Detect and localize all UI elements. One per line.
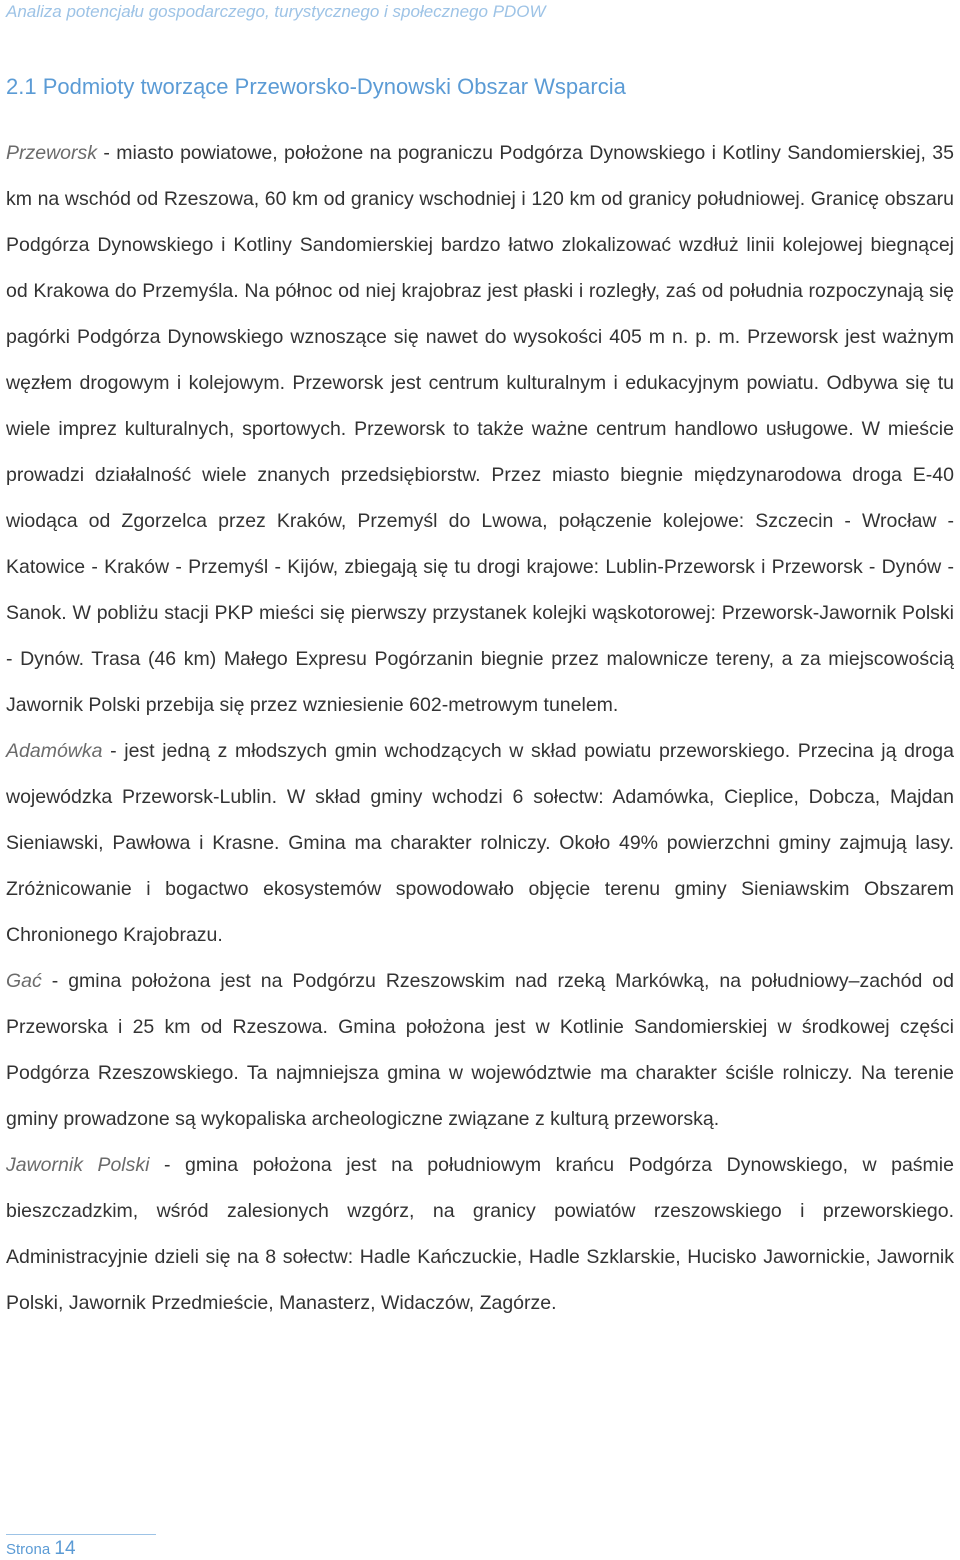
place-name: Adamówka (6, 740, 103, 762)
document-body (6, 130, 954, 1326)
place-name: Gać (6, 970, 42, 992)
paragraph-jawornik-polski (6, 1142, 954, 1326)
page-number: 14 (54, 1538, 76, 1559)
page-footer (6, 1538, 76, 1560)
paragraph-gac (6, 958, 954, 1142)
section-heading: 2.1 Podmioty tworzące Przeworsko-Dynowski Obszar Wsparcia (6, 74, 626, 99)
place-name: Przeworsk (6, 142, 98, 164)
paragraph-text: - miasto powiatowe, położone na pograniczu Podgórza Dynowskiego i Kotliny Sandomierskiej, 35 km na wschód od Rzeszowa, 60 km od granicy wschodniej i 120 km od granicy południowej. Granicę obszaru Podgórza Dynowskiego i Kotliny Sandomierskiej bardzo łatwo zlokalizować wzdłuż linii kolejowej biegnącej od Krakowa do Przemyśla. Na północ od niej krajobraz jest płaski i rozległy, zaś od południa rozpoczynają się pagórki Podgórza Dynowskiego wznoszące się nawet do wysokości 405 m n. p. m. Przeworsk jest ważnym węzłem drogowym i kolejowym. Przeworsk jest centrum kulturalnym i edukacyjnym powiatu. Odbywa się tu wiele imprez kulturalnych, sportowych. Przeworsk to także ważne centrum handlowo usługowe. W mieście prowadzi działalność wiele znanych przedsiębiorstw. Przez miasto biegnie międzynarodowa droga E-40 wiodąca od Zgorzelca przez Kraków, Przemyśl do Lwowa, połączenie kolejowe: Szczecin - Wrocław - Katowice - Kraków - Przemyśl - Kijów, zbiegają się tu drogi krajowe: Lublin-Przeworsk i Przeworsk - Dynów - Sanok. W pobliżu stacji PKP mieści się pierwszy przystanek kolejki wąskotorowej: Przeworsk-Jawornik Polski - Dynów. Trasa (46 km) Małego Expresu Pogórzanin biegnie przez malownicze tereny, a za miejscowością Jawornik Polski przebija się przez wzniesienie 602-metrowym tunelem. (6, 142, 954, 716)
footer-divider (6, 1534, 156, 1535)
paragraph-text: - gmina położona jest na południowym krańcu Podgórza Dynowskiego, w paśmie bieszczadzkim, wśród zalesionych wzgórz, na granicy powiatów rzeszowskiego i przeworskiego. Administracyjnie dzieli się na 8 sołectw: Hadle Kańczuckie, Hadle Szklarskie, Hucisko Jawornickie, Jawornik Polski, Jawornik Przedmieście, Manasterz, Widaczów, Zagórze. (6, 1154, 954, 1314)
paragraph-adamowka (6, 728, 954, 958)
place-name: Jawornik Polski (6, 1154, 150, 1176)
paragraph-text: - jest jedną z młodszych gmin wchodzących w skład powiatu przeworskiego. Przecina ją droga wojewódzka Przeworsk-Lublin. W skład gminy wchodzi 6 sołectw: Adamówka, Cieplice, Dobcza, Majdan Sieniawski, Pawłowa i Krasne. Gmina ma charakter rolniczy. Około 49% powierzchni gminy zajmują lasy. Zróżnicowanie i bogactwo ekosystemów spowodowało objęcie terenu gminy Sieniawskim Obszarem Chronionego Krajobrazu. (6, 740, 954, 946)
paragraph-przeworsk (6, 130, 954, 728)
running-header: Analiza potencjału gospodarczego, turystycznego i społecznego PDOW (6, 2, 546, 21)
paragraph-text: - gmina położona jest na Podgórzu Rzeszowskim nad rzeką Markówką, na południowy–zachód od Przeworska i 25 km od Rzeszowa. Gmina położona jest w Kotlinie Sandomierskiej w środkowej części Podgórza Rzeszowskiego. Ta najmniejsza gmina w województwie ma charakter ściśle rolniczy. Na terenie gminy prowadzone są wykopaliska archeologiczne związane z kulturą przeworską. (6, 970, 954, 1130)
page-label: Strona (6, 1541, 51, 1558)
